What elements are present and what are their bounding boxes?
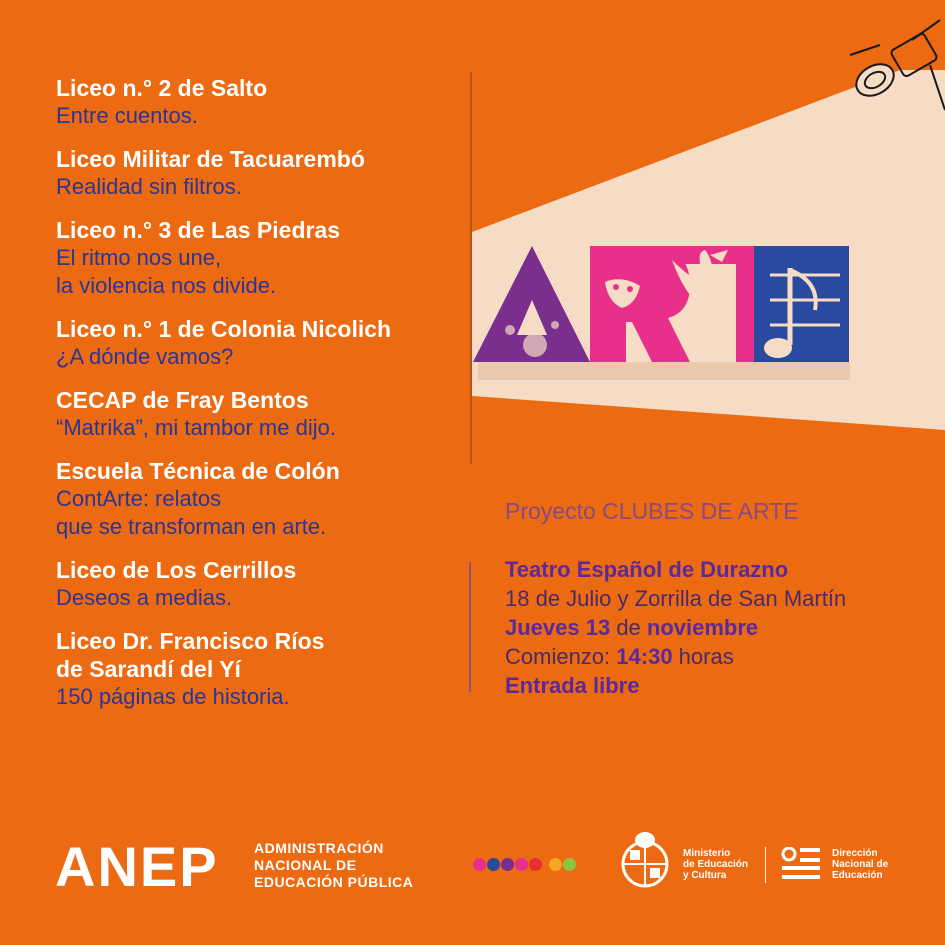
dot [501,858,514,871]
list-item [56,145,466,201]
play-title: que se transforman en arte. [56,514,327,539]
dne-name-line: Nacional de [832,859,889,870]
play-title: ContArte: relatos [56,486,222,511]
dne-name [832,848,888,881]
school-list [56,74,466,726]
play-title: Deseos a medias. [56,585,233,610]
dne-name-line: Dirección [832,848,878,859]
play-title: ¿A dónde vamos? [56,344,234,369]
paint-splatter [551,321,559,329]
event-date [505,613,846,642]
logo-separator [765,847,766,883]
school-name: Liceo de Los Cerrillos [56,557,297,583]
list-item [56,556,466,612]
mec-name-line: y Cultura [683,870,727,881]
start-label: Comienzo: [505,644,617,669]
paint-splatter [505,325,515,335]
mec-name [683,848,748,881]
play-title: Entre cuentos. [56,103,198,128]
entry-info: Entrada libre [505,673,640,698]
dne-logo-icon [780,847,822,881]
uruguay-coat-of-arms-icon [618,828,672,890]
list-item [56,386,466,442]
mask-eye [613,284,619,290]
school-name: de Sarandí del Yí [56,656,241,682]
school-name: CECAP de Fray Bentos [56,387,309,413]
list-item [56,457,466,541]
divider-line [470,72,472,464]
dot [473,858,486,871]
mec-name-line: Ministerio [683,848,731,859]
school-name: Liceo n.° 1 de Colonia Nicolich [56,316,392,342]
event-details [505,555,846,700]
project-label: Proyecto CLUBES DE ARTE [505,498,799,524]
address: 18 de Julio y Zorrilla de San Martín [505,586,847,611]
venue: Teatro Español de Durazno [505,557,789,582]
footer-logos [0,820,945,910]
play-title: Realidad sin filtros. [56,174,242,199]
event-start [505,642,846,671]
list-item [56,315,466,371]
play-title: la violencia nos divide. [56,273,277,298]
dot [549,858,562,871]
date-connector: de [610,615,647,640]
dot [529,858,542,871]
anep-logo: ANEP [55,835,219,898]
event-day: Jueves 13 [505,615,611,640]
start-time: 14:30 [616,644,673,669]
list-item [56,216,466,300]
anep-name-line: NACIONAL DE [254,857,357,873]
list-item [56,627,466,711]
mask-eye [627,286,633,292]
dot [563,858,576,871]
event-month: noviembre [646,615,759,640]
anep-name-line: ADMINISTRACIÓN [254,840,384,856]
stage-floor [478,362,850,380]
paint-splatter [523,333,547,357]
school-name: Liceo n.° 3 de Las Piedras [56,217,341,243]
start-suffix: horas [672,644,734,669]
play-title: “Matrika”, mi tambor me dijo. [56,415,336,440]
school-name: Liceo n.° 2 de Salto [56,75,268,101]
play-title: El ritmo nos une, [56,245,222,270]
school-name: Liceo Militar de Tacuarembó [56,146,365,172]
dne-name-line: Educación [832,870,883,881]
school-name: Escuela Técnica de Colón [56,458,340,484]
anep-name-line: EDUCACIÓN PÚBLICA [254,874,414,890]
letter-i [736,246,754,362]
dot [487,858,500,871]
mec-name-line: de Educación [683,859,749,870]
details-divider [469,562,471,692]
play-title: 150 páginas de historia. [56,684,290,709]
dot [515,858,528,871]
note-head [764,338,792,358]
anep-full-name [254,840,413,891]
list-item [56,74,466,130]
school-name: Liceo Dr. Francisco Ríos [56,628,325,654]
